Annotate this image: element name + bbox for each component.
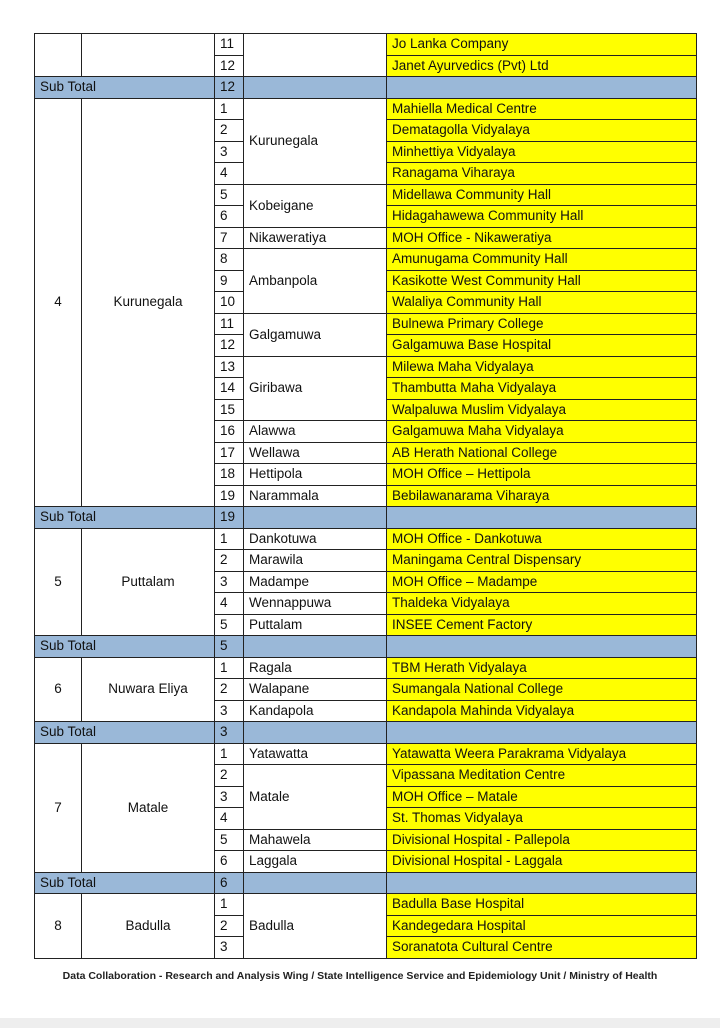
serial-number: 7: [215, 227, 244, 249]
vaccination-centre: Amunugama Community Hall: [387, 249, 697, 271]
serial-number: 17: [215, 442, 244, 464]
subtotal-label: Sub Total: [35, 507, 215, 529]
district-number: 6: [35, 657, 82, 722]
vaccination-centre: Ranagama Viharaya: [387, 163, 697, 185]
moh-area: Alawwa: [244, 421, 387, 443]
serial-number: 18: [215, 464, 244, 486]
vaccination-centre: Kandegedara Hospital: [387, 915, 697, 937]
table-row: [35, 34, 697, 56]
vaccination-centre: Divisional Hospital - Pallepola: [387, 829, 697, 851]
serial-number: 1: [215, 528, 244, 550]
moh-area: Wellawa: [244, 442, 387, 464]
table-row: [35, 894, 697, 916]
serial-number: 14: [215, 378, 244, 400]
moh-area: Kandapola: [244, 700, 387, 722]
vaccination-centre: Yatawatta Weera Parakrama Vidyalaya: [387, 743, 697, 765]
subtotal-value: 3: [215, 722, 244, 744]
subtotal-label: Sub Total: [35, 636, 215, 658]
subtotal-blank: [387, 722, 697, 744]
vaccination-centre: Milewa Maha Vidyalaya: [387, 356, 697, 378]
moh-area: Ragala: [244, 657, 387, 679]
subtotal-blank: [387, 77, 697, 99]
vaccination-centre: Thambutta Maha Vidyalaya: [387, 378, 697, 400]
vaccination-centre: Bebilawanarama Viharaya: [387, 485, 697, 507]
vaccination-centre: Galgamuwa Base Hospital: [387, 335, 697, 357]
vaccination-centre: Bulnewa Primary College: [387, 313, 697, 335]
vaccination-centre: Soranatota Cultural Centre: [387, 937, 697, 959]
serial-number: 3: [215, 700, 244, 722]
serial-number: 2: [215, 915, 244, 937]
subtotal-value: 19: [215, 507, 244, 529]
moh-area: Yatawatta: [244, 743, 387, 765]
moh-area: Madampe: [244, 571, 387, 593]
district-name: [82, 34, 215, 77]
vaccination-centre: Badulla Base Hospital: [387, 894, 697, 916]
district-number: 8: [35, 894, 82, 959]
subtotal-blank: [387, 636, 697, 658]
serial-number: 4: [215, 808, 244, 830]
serial-number: 5: [215, 184, 244, 206]
serial-number: 2: [215, 765, 244, 787]
vaccination-centre: Walaliya Community Hall: [387, 292, 697, 314]
moh-area: Wennappuwa: [244, 593, 387, 615]
moh-area: Ambanpola: [244, 249, 387, 314]
serial-number: 8: [215, 249, 244, 271]
district-name: Puttalam: [82, 528, 215, 636]
moh-area: Nikaweratiya: [244, 227, 387, 249]
serial-number: 9: [215, 270, 244, 292]
serial-number: 2: [215, 679, 244, 701]
table-row: [35, 743, 697, 765]
vaccination-centre: Minhettiya Vidyalaya: [387, 141, 697, 163]
vaccination-centre: Thaldeka Vidyalaya: [387, 593, 697, 615]
vaccination-centre: Janet Ayurvedics (Pvt) Ltd: [387, 55, 697, 77]
subtotal-blank: [244, 507, 387, 529]
subtotal-blank: [244, 722, 387, 744]
subtotal-blank: [387, 507, 697, 529]
serial-number: 3: [215, 937, 244, 959]
moh-area: Giribawa: [244, 356, 387, 421]
vaccination-centre: MOH Office – Matale: [387, 786, 697, 808]
serial-number: 6: [215, 206, 244, 228]
table-row: [35, 657, 697, 679]
serial-number: 15: [215, 399, 244, 421]
moh-area: Narammala: [244, 485, 387, 507]
table-body: [35, 34, 697, 959]
subtotal-label: Sub Total: [35, 722, 215, 744]
moh-area: Laggala: [244, 851, 387, 873]
vaccination-centre: Divisional Hospital - Laggala: [387, 851, 697, 873]
source-footer: Data Collaboration - Research and Analysis Wing / State Intelligence Service and Epidemiology Unit / Ministry of Health: [62, 970, 658, 982]
moh-area: Kobeigane: [244, 184, 387, 227]
serial-number: 2: [215, 550, 244, 572]
moh-area: Kurunegala: [244, 98, 387, 184]
serial-number: 3: [215, 141, 244, 163]
serial-number: 11: [215, 34, 244, 56]
vaccination-centre: MOH Office - Dankotuwa: [387, 528, 697, 550]
serial-number: 1: [215, 657, 244, 679]
district-number: [35, 34, 82, 77]
vaccination-centres-table: [34, 33, 697, 959]
vaccination-centre: Sumangala National College: [387, 679, 697, 701]
subtotal-value: 6: [215, 872, 244, 894]
district-number: 7: [35, 743, 82, 872]
moh-area: [244, 34, 387, 77]
serial-number: 6: [215, 851, 244, 873]
serial-number: 1: [215, 743, 244, 765]
subtotal-blank: [244, 636, 387, 658]
vaccination-centre: MOH Office – Madampe: [387, 571, 697, 593]
table-row: [35, 528, 697, 550]
serial-number: 3: [215, 571, 244, 593]
moh-area: Galgamuwa: [244, 313, 387, 356]
subtotal-value: 12: [215, 77, 244, 99]
subtotal-blank: [244, 872, 387, 894]
vaccination-centre: St. Thomas Vidyalaya: [387, 808, 697, 830]
vaccination-centre: Midellawa Community Hall: [387, 184, 697, 206]
vaccination-centre: Galgamuwa Maha Vidyalaya: [387, 421, 697, 443]
district-name: Badulla: [82, 894, 215, 959]
vaccination-centre: TBM Herath Vidyalaya: [387, 657, 697, 679]
subtotal-label: Sub Total: [35, 872, 215, 894]
page-bottom-margin: [0, 1018, 720, 1028]
subtotal-row: [35, 636, 697, 658]
vaccination-centre: Kandapola Mahinda Vidyalaya: [387, 700, 697, 722]
vaccination-centre: Vipassana Meditation Centre: [387, 765, 697, 787]
subtotal-row: [35, 872, 697, 894]
serial-number: 16: [215, 421, 244, 443]
vaccination-centre: Hidagahawewa Community Hall: [387, 206, 697, 228]
vaccination-centre: Dematagolla Vidyalaya: [387, 120, 697, 142]
vaccination-centre: MOH Office – Hettipola: [387, 464, 697, 486]
vaccination-centre: Mahiella Medical Centre: [387, 98, 697, 120]
subtotal-row: [35, 722, 697, 744]
district-number: 4: [35, 98, 82, 507]
moh-area: Dankotuwa: [244, 528, 387, 550]
subtotal-row: [35, 507, 697, 529]
district-name: Nuwara Eliya: [82, 657, 215, 722]
district-name: Kurunegala: [82, 98, 215, 507]
serial-number: 1: [215, 894, 244, 916]
vaccination-centre: Kasikotte West Community Hall: [387, 270, 697, 292]
serial-number: 5: [215, 614, 244, 636]
subtotal-row: [35, 77, 697, 99]
serial-number: 5: [215, 829, 244, 851]
moh-area: Mahawela: [244, 829, 387, 851]
subtotal-blank: [387, 872, 697, 894]
district-number: 5: [35, 528, 82, 636]
serial-number: 4: [215, 163, 244, 185]
moh-area: Walapane: [244, 679, 387, 701]
vaccination-centre: AB Herath National College: [387, 442, 697, 464]
serial-number: 4: [215, 593, 244, 615]
serial-number: 10: [215, 292, 244, 314]
serial-number: 11: [215, 313, 244, 335]
moh-area: Hettipola: [244, 464, 387, 486]
moh-area: Badulla: [244, 894, 387, 959]
moh-area: Matale: [244, 765, 387, 830]
serial-number: 13: [215, 356, 244, 378]
serial-number: 12: [215, 335, 244, 357]
serial-number: 12: [215, 55, 244, 77]
vaccination-centre: MOH Office - Nikaweratiya: [387, 227, 697, 249]
moh-area: Puttalam: [244, 614, 387, 636]
subtotal-label: Sub Total: [35, 77, 215, 99]
vaccination-centre: INSEE Cement Factory: [387, 614, 697, 636]
vaccination-centre: Walpaluwa Muslim Vidyalaya: [387, 399, 697, 421]
table-row: [35, 98, 697, 120]
vaccination-centre: Maningama Central Dispensary: [387, 550, 697, 572]
vaccination-centre: Jo Lanka Company: [387, 34, 697, 56]
subtotal-value: 5: [215, 636, 244, 658]
serial-number: 19: [215, 485, 244, 507]
subtotal-blank: [244, 77, 387, 99]
serial-number: 1: [215, 98, 244, 120]
serial-number: 3: [215, 786, 244, 808]
serial-number: 2: [215, 120, 244, 142]
moh-area: Marawila: [244, 550, 387, 572]
district-name: Matale: [82, 743, 215, 872]
